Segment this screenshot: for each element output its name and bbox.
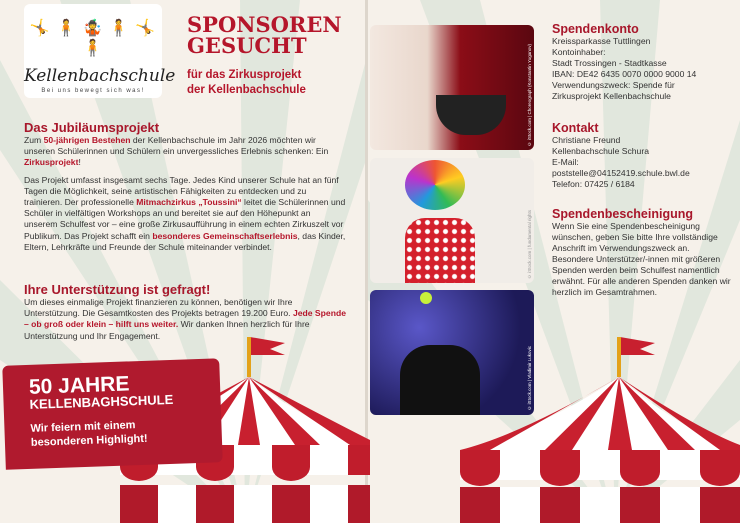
contact-name: Christiane Freund: [552, 135, 621, 145]
title-line-1: SPONSOREN: [187, 12, 342, 37]
logo-slogan: Bei uns bewegt sich was!: [41, 88, 145, 94]
subtitle-line-2: der Kellenbachschule: [187, 84, 306, 96]
photo-credit: © iStock.com | Choreograph (Konstantin Yuganov): [527, 43, 532, 146]
text: Wir danken Ihnen herzlich für Ihre Unterstützung und Ihr Engagement.: [24, 319, 310, 341]
right-panel: [368, 0, 740, 523]
banner-school: KELLENBAGHSCHULE: [29, 391, 174, 412]
highlight: Zirkusprojekt: [24, 157, 79, 168]
banner-text-1: Wir feiern mit einem: [30, 419, 136, 435]
banner-title: 50 JAHRE: [28, 372, 130, 399]
photo-clown: [370, 158, 534, 283]
banner-text-2: besonderen Highlight!: [30, 432, 148, 449]
section-spendenbescheinigung: [552, 207, 732, 298]
photo-credit: © iStock.com | Vladimir Lukovic: [527, 346, 532, 411]
clown-wig: [405, 160, 465, 210]
contact-org: Kellenbachschule Schura: [552, 146, 649, 156]
konto-line: Verwendungszweck: Spende für: [552, 80, 675, 90]
contact-phone: Telefon: 07425 / 6184: [552, 179, 635, 189]
text: !: [78, 157, 81, 168]
text: Das Projekt umfasst insgesamt sechs Tage. Jedes Kind unserer Schule hat an fünf Tagen die Möglichkeit, seine artistischen Fähigkeiten zu entdecken und zu trainieren. Der professionelle: [24, 174, 339, 208]
section-heading: Spendenkonto: [552, 22, 639, 36]
konto-line: Zirkusprojekt Kellenbachschule: [552, 91, 671, 101]
paragraph-project: [24, 175, 346, 253]
magician-hat: [436, 95, 506, 135]
contact-label: E-Mail:: [552, 157, 579, 167]
section-kontakt: [552, 121, 732, 190]
contact-email: poststelle@04152419.schule.bwl.de: [552, 168, 690, 178]
highlight: besonderes Gemeinschaftserlebnis: [152, 230, 298, 241]
section-heading: Spendenbescheinigung: [552, 207, 693, 221]
highlight: Mitmachzirkus „Toussini“: [136, 197, 242, 208]
section-jubilaeum: [24, 120, 346, 253]
section-spendenkonto: [552, 22, 732, 102]
clown-costume: [405, 218, 475, 283]
text: der Kellenbachschule im Jahr 2026 möchten wir unseren Schülerinnen und Schülern ein unvergessliches Erlebnis schenken: Ein: [24, 135, 329, 157]
section-heading: Kontakt: [552, 121, 599, 135]
section-heading: Das Jubiläumsprojekt: [24, 120, 160, 135]
page-title: [187, 14, 342, 56]
anniversary-banner: [2, 358, 222, 470]
iban: IBAN: DE42 6435 0070 0000 9000 14: [552, 69, 697, 79]
highlight: Jede Spende – ob groß oder klein – hilft uns weiter.: [24, 308, 346, 330]
konto-line: Kontoinhaber:: [552, 47, 606, 57]
highlight: 50-jährigen Bestehen: [43, 135, 131, 145]
photo-credit: © iStock.com | fundamental rights: [527, 210, 532, 279]
section-heading: Ihre Unterstützung ist gefragt!: [24, 282, 211, 297]
paragraph-intro: [24, 135, 346, 169]
logo-kids-illustration: 🤸 🧍 🤹 🧍 🤸 🧍: [29, 20, 157, 57]
title-line-2: GESUCHT: [187, 33, 307, 58]
left-panel: [0, 0, 366, 523]
text: , das Kinder, Eltern, Lehrkräfte und Freunde der Schule miteinander verbindet.: [24, 230, 346, 252]
subtitle: [187, 68, 306, 98]
konto-line: Kreissparkasse Tuttlingen: [552, 36, 651, 46]
subtitle-line-1: für das Zirkusprojekt: [187, 69, 302, 81]
bescheinigung-text: Wenn Sie eine Spendenbescheinigung wünschen, geben Sie bitte Ihre vollständige Anschrift im Verwendungszweck an. Besondere Unterstützer/-innen mit größeren Spenden werden beim Schulfest namentlich erwähnt. Für alle anderen Spenden danken wir herzlich im Gesamtrahmen.: [552, 221, 731, 297]
text: Um dieses einmalige Projekt finanzieren zu können, benötigen wir Ihre Unterstützung. Die Gesamtkosten des Projekts betragen 19.200 Euro.: [24, 297, 293, 319]
konto-line: Stadt Trossingen - Stadtkasse: [552, 58, 667, 68]
school-logo: [24, 4, 176, 98]
juggling-ball: [420, 292, 432, 304]
photo-girl-magician: [370, 25, 534, 150]
logo-name: Kellenbachschule: [24, 66, 176, 86]
circus-tent-illustration: [450, 335, 740, 523]
text: leitet die Schülerinnen und Schüler in vielfältigen Workshops an und bereitet sie auf den Höhepunkt an unserem Schulfest vor – eine große Zirkusaufführung in einem echten Zirkuszelt vor Publikum. Das Projekt schafft ein: [24, 197, 346, 241]
section-support: [24, 282, 346, 342]
text: Zum: [24, 135, 44, 145]
